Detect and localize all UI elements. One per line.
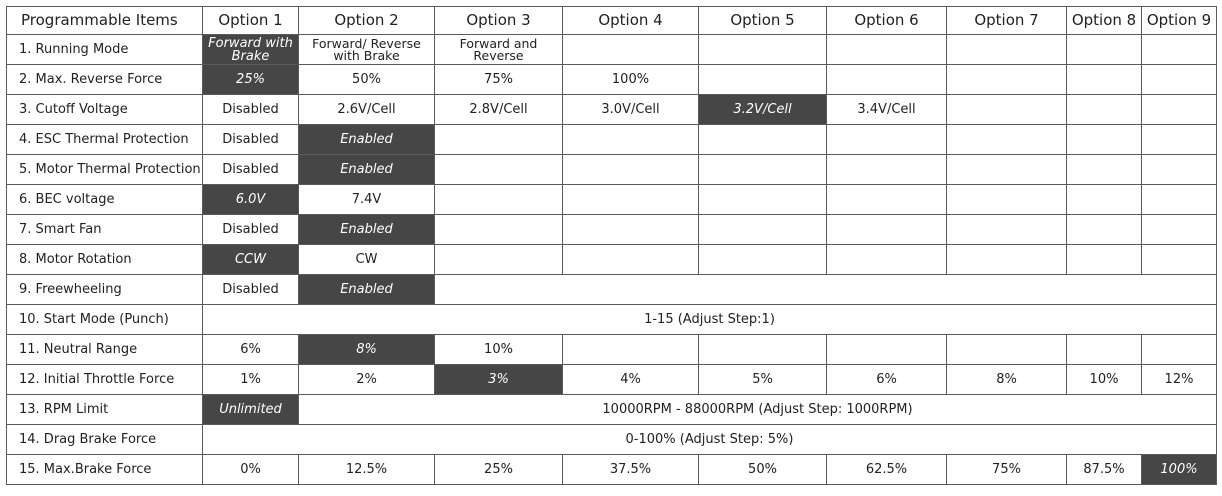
value-cell-option-5 [699,335,827,365]
value-cell-option-7 [947,155,1067,185]
default-value-cell: 8% [299,335,435,365]
row-label: 8. Motor Rotation [7,245,203,275]
value-cell-option-6: 3.4V/Cell [827,95,947,125]
value-cell-option-7: 75% [947,455,1067,485]
value-cell-option-4 [563,215,699,245]
value-cell-option-7 [947,125,1067,155]
header-option-7: Option 7 [947,7,1067,35]
row-label: 14. Drag Brake Force [7,425,203,455]
programmable-items-table [6,6,1217,485]
value-cell-option-4 [563,185,699,215]
value-cell-option-5 [699,155,827,185]
row-label: 3. Cutoff Voltage [7,95,203,125]
value-cell-option-9: 12% [1142,365,1217,395]
header-option-2: Option 2 [299,7,435,35]
value-cell-option-9 [1142,185,1217,215]
table-row [7,365,1217,395]
value-cell-option-8 [1067,335,1142,365]
value-cell-option-8 [1067,185,1142,215]
value-cell-option-3: Forward and Reverse [435,35,563,65]
value-cell-option-1: Disabled [203,275,299,305]
value-cell-option-6 [827,185,947,215]
value-cell-option-5 [699,215,827,245]
default-value-cell: Enabled [299,275,435,305]
value-cell-option-7 [947,35,1067,65]
value-cell-option-5 [699,65,827,95]
value-cell-option-9 [1142,245,1217,275]
value-cell-option-3 [435,245,563,275]
row-label: 9. Freewheeling [7,275,203,305]
header-option-9: Option 9 [1142,7,1217,35]
header-option-1: Option 1 [203,7,299,35]
row-label: 5. Motor Thermal Protection [7,155,203,185]
value-cell-option-9 [1142,95,1217,125]
row-label: 12. Initial Throttle Force [7,365,203,395]
value-cell-option-4: 3.0V/Cell [563,95,699,125]
value-cell-option-4 [563,245,699,275]
value-cell-option-8 [1067,155,1142,185]
value-cell-option-3 [435,215,563,245]
value-cell-option-6 [827,65,947,95]
value-cell-option-2: 7.4V [299,185,435,215]
value-cell-option-8 [1067,215,1142,245]
table-row [7,245,1217,275]
value-cell-option-8 [1067,245,1142,275]
value-cell-option-7 [947,65,1067,95]
value-cell-option-4 [563,35,699,65]
table-row [7,155,1217,185]
default-value-cell: 100% [1142,455,1217,485]
default-value-cell: Enabled [299,215,435,245]
value-cell-option-6: 62.5% [827,455,947,485]
value-cell-option-3 [435,185,563,215]
row-label: 11. Neutral Range [7,335,203,365]
value-cell-option-7 [947,245,1067,275]
table-row [7,275,1217,305]
value-cell-option-9 [1142,155,1217,185]
value-cell-option-1: Disabled [203,125,299,155]
value-cell-option-3: 75% [435,65,563,95]
table-row [7,185,1217,215]
value-cell-option-4: 4% [563,365,699,395]
value-cell-option-6 [827,245,947,275]
table-row [7,95,1217,125]
value-cell-option-9 [1142,215,1217,245]
value-cell-option-8 [1067,125,1142,155]
merged-value-cell: 0-100% (Adjust Step: 5%) [203,425,1217,455]
header-programmable-items: Programmable Items [7,7,203,35]
default-value-cell: 25% [203,65,299,95]
value-cell-option-2: 2% [299,365,435,395]
row-label: 15. Max.Brake Force [7,455,203,485]
value-cell-option-1: 1% [203,365,299,395]
value-cell-option-5 [699,245,827,275]
default-value-cell: Unlimited [203,395,299,425]
merged-value-cell [435,275,1217,305]
row-label: 10. Start Mode (Punch) [7,305,203,335]
value-cell-option-3: 10% [435,335,563,365]
value-cell-option-5 [699,125,827,155]
value-cell-option-2: Forward/ Reverse with Brake [299,35,435,65]
default-value-cell: 3.2V/Cell [699,95,827,125]
table-row [7,305,1217,335]
row-label: 13. RPM Limit [7,395,203,425]
value-cell-option-2: 2.6V/Cell [299,95,435,125]
value-cell-option-8 [1067,35,1142,65]
value-cell-option-4: 100% [563,65,699,95]
merged-value-cell: 1-15 (Adjust Step:1) [203,305,1217,335]
header-row [7,7,1217,35]
value-cell-option-2: 50% [299,65,435,95]
value-cell-option-6: 6% [827,365,947,395]
table-row [7,395,1217,425]
value-cell-option-4: 37.5% [563,455,699,485]
row-label: 6. BEC voltage [7,185,203,215]
merged-value-cell: 10000RPM - 88000RPM (Adjust Step: 1000RPM) [299,395,1217,425]
value-cell-option-3: 2.8V/Cell [435,95,563,125]
row-label: 7. Smart Fan [7,215,203,245]
value-cell-option-8: 10% [1067,365,1142,395]
value-cell-option-1: Disabled [203,215,299,245]
table-row [7,35,1217,65]
value-cell-option-5 [699,185,827,215]
value-cell-option-4 [563,335,699,365]
value-cell-option-3: 25% [435,455,563,485]
row-label: 1. Running Mode [7,35,203,65]
table-row [7,125,1217,155]
row-label: 4. ESC Thermal Protection [7,125,203,155]
header-option-3: Option 3 [435,7,563,35]
table-row [7,65,1217,95]
value-cell-option-6 [827,215,947,245]
value-cell-option-6 [827,335,947,365]
value-cell-option-8: 87.5% [1067,455,1142,485]
table-row [7,335,1217,365]
table-row [7,455,1217,485]
value-cell-option-9 [1142,35,1217,65]
default-value-cell: CCW [203,245,299,275]
value-cell-option-1: 0% [203,455,299,485]
default-value-cell: Forward with Brake [203,35,299,65]
value-cell-option-7: 8% [947,365,1067,395]
value-cell-option-1: 6% [203,335,299,365]
default-value-cell: Enabled [299,125,435,155]
value-cell-option-4 [563,155,699,185]
value-cell-option-2: CW [299,245,435,275]
value-cell-option-1: Disabled [203,155,299,185]
value-cell-option-3 [435,125,563,155]
value-cell-option-3 [435,155,563,185]
value-cell-option-7 [947,215,1067,245]
value-cell-option-8 [1067,95,1142,125]
value-cell-option-6 [827,125,947,155]
value-cell-option-5: 50% [699,455,827,485]
header-option-6: Option 6 [827,7,947,35]
value-cell-option-6 [827,155,947,185]
value-cell-option-1: Disabled [203,95,299,125]
table-row [7,425,1217,455]
header-option-5: Option 5 [699,7,827,35]
value-cell-option-9 [1142,65,1217,95]
table-header [7,7,1217,35]
value-cell-option-7 [947,95,1067,125]
row-label: 2. Max. Reverse Force [7,65,203,95]
value-cell-option-5: 5% [699,365,827,395]
value-cell-option-9 [1142,125,1217,155]
header-option-8: Option 8 [1067,7,1142,35]
value-cell-option-7 [947,335,1067,365]
header-option-4: Option 4 [563,7,699,35]
value-cell-option-9 [1142,335,1217,365]
value-cell-option-5 [699,35,827,65]
table-row [7,215,1217,245]
value-cell-option-2: 12.5% [299,455,435,485]
value-cell-option-8 [1067,65,1142,95]
default-value-cell: 3% [435,365,563,395]
value-cell-option-7 [947,185,1067,215]
default-value-cell: Enabled [299,155,435,185]
value-cell-option-4 [563,125,699,155]
table-body [7,35,1217,485]
value-cell-option-6 [827,35,947,65]
default-value-cell: 6.0V [203,185,299,215]
